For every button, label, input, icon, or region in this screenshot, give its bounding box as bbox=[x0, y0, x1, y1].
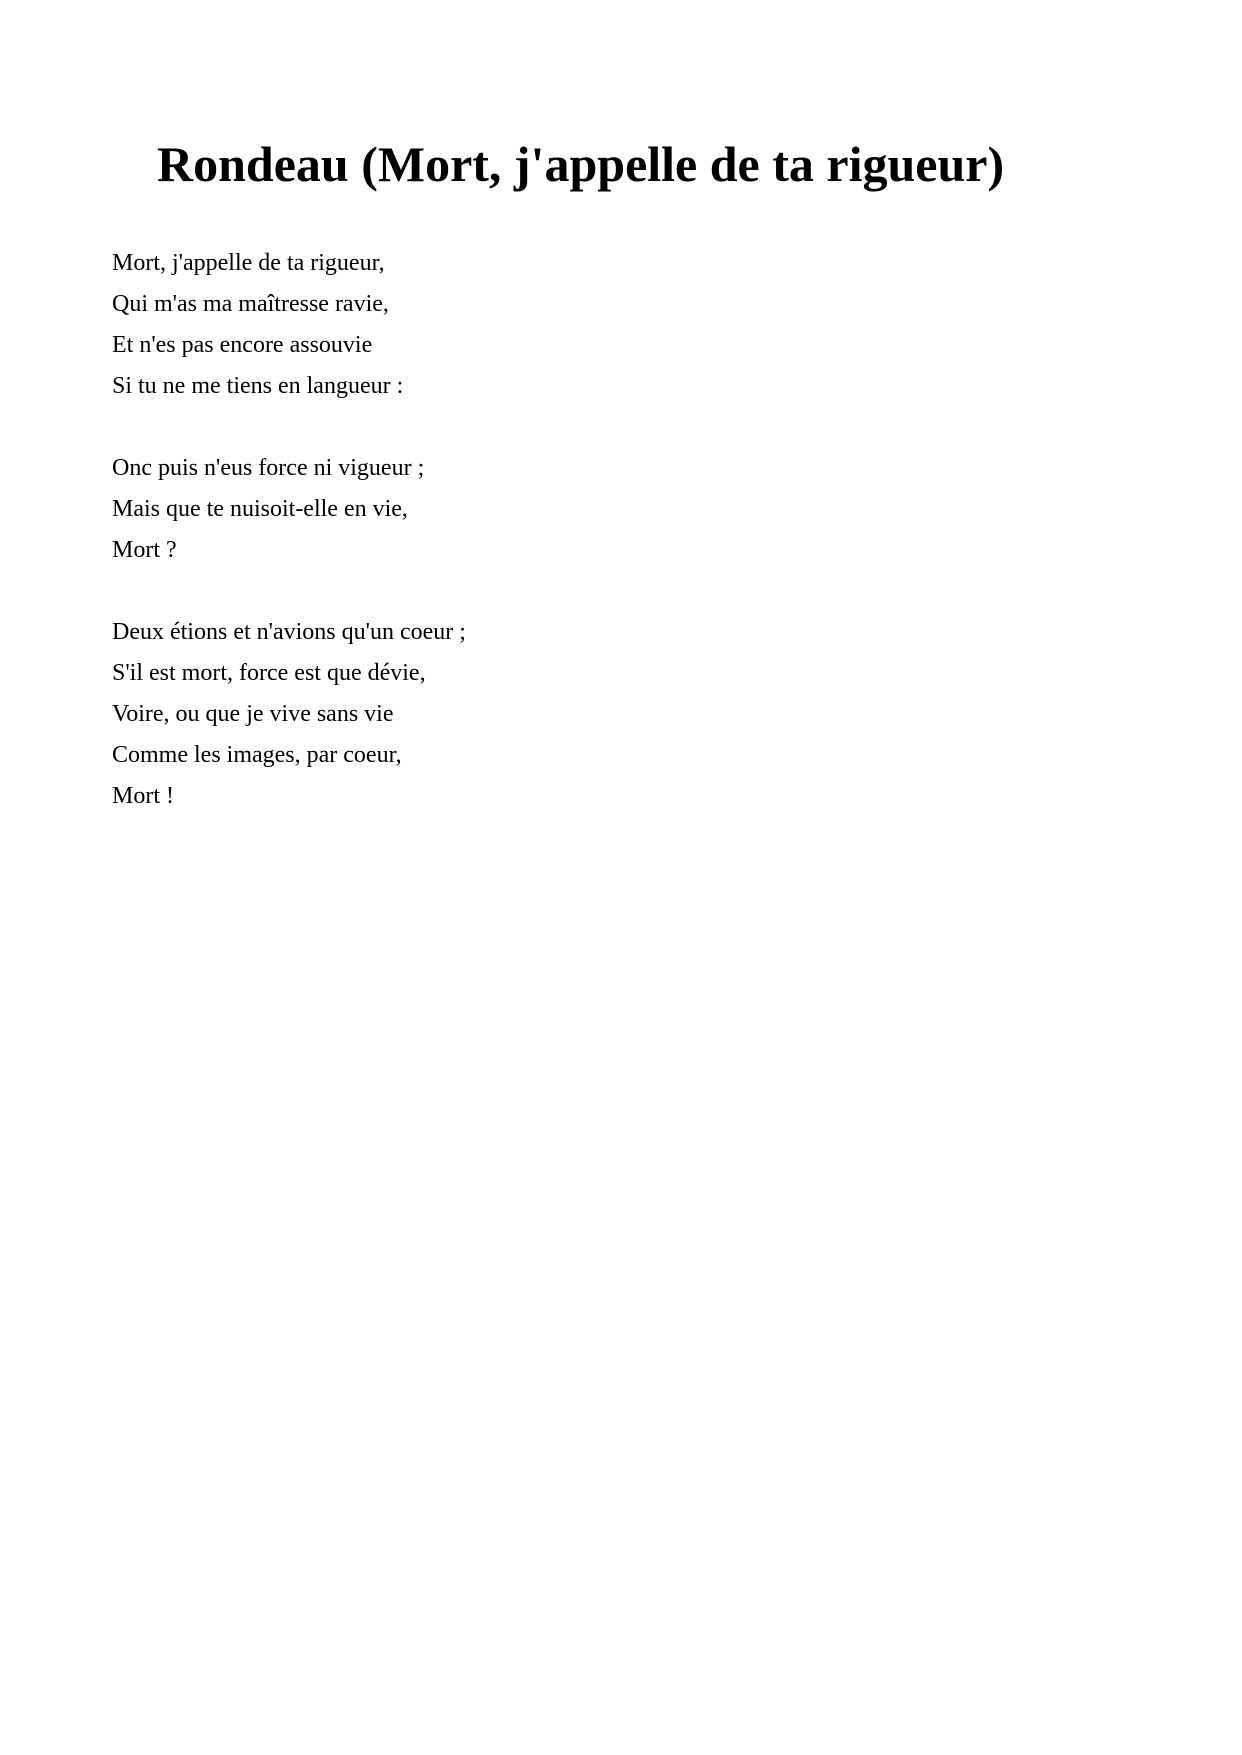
poem-line: Qui m'as ma maîtresse ravie, bbox=[112, 291, 389, 317]
poem-line: Onc puis n'eus force ni vigueur ; bbox=[112, 455, 425, 481]
stanza-3 bbox=[112, 612, 1012, 817]
poem-line: Voire, ou que je vive sans vie bbox=[112, 701, 394, 727]
poem-title: Rondeau (Mort, j'appelle de ta rigueur) bbox=[157, 136, 1005, 192]
stanza-2 bbox=[112, 448, 1012, 571]
poem-body bbox=[112, 243, 1012, 858]
poem-line: Comme les images, par coeur, bbox=[112, 742, 402, 768]
poem-line: Et n'es pas encore assouvie bbox=[112, 332, 373, 358]
poem-line: Si tu ne me tiens en langueur : bbox=[112, 373, 404, 399]
poem-line: Mort ! bbox=[112, 783, 174, 809]
poem-line: Mort ? bbox=[112, 537, 177, 563]
poem-line: S'il est mort, force est que dévie, bbox=[112, 660, 426, 686]
stanza-1 bbox=[112, 243, 1012, 407]
poem-line: Deux étions et n'avions qu'un coeur ; bbox=[112, 619, 466, 645]
poem-line: Mort, j'appelle de ta rigueur, bbox=[112, 250, 385, 276]
poem-line: Mais que te nuisoit-elle en vie, bbox=[112, 496, 408, 522]
